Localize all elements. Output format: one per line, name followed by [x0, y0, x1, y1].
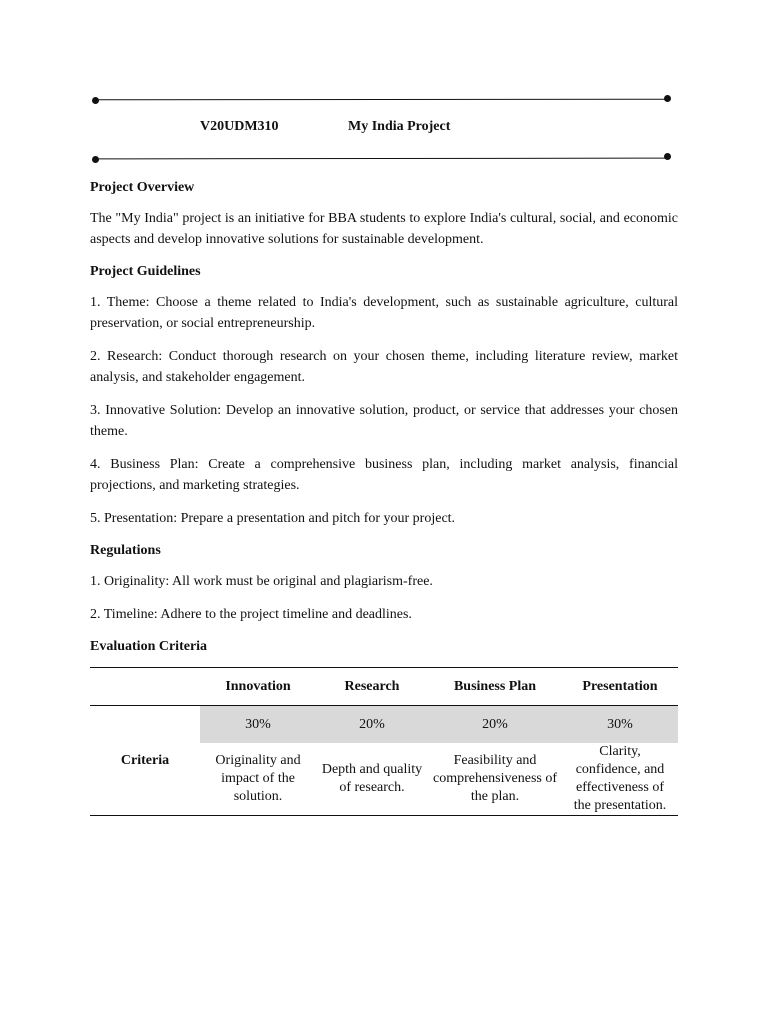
guideline-item: 5. Presentation: Prepare a presentation and pitch for your project. — [90, 511, 456, 526]
guidelines-heading: Project Guidelines — [90, 264, 201, 279]
regulation-item: 2. Timeline: Adhere to the project timeline and deadlines. — [90, 607, 412, 622]
rule-endpoint — [664, 153, 671, 160]
description-cell: Depth and quality of research. — [316, 743, 428, 816]
table-header-empty — [90, 668, 200, 706]
guideline-item: 1. Theme: Choose a theme related to India's development, such as sustainable agriculture, cultural preservation, or social entrepreneurship. — [90, 295, 678, 331]
regulations-heading: Regulations — [90, 543, 161, 558]
document-body — [90, 178, 678, 816]
guideline-item: 2. Research: Conduct thorough research on your chosen theme, including literature review, market analysis, and stakeholder engagement. — [90, 349, 678, 385]
rule-endpoint — [92, 156, 99, 163]
description-cell: Originality and impact of the solution. — [200, 743, 316, 816]
description-cell: Feasibility and comprehensiveness of the plan. — [428, 743, 562, 816]
guideline-item: 3. Innovative Solution: Develop an innovative solution, product, or service that addresses your chosen theme. — [90, 403, 678, 439]
evaluation-heading: Evaluation Criteria — [90, 639, 208, 654]
evaluation-table — [90, 667, 678, 816]
column-header: Innovation — [200, 668, 316, 706]
weight-cell: 30% — [200, 706, 316, 744]
course-code: V20UDM310 — [200, 119, 279, 134]
rule-endpoint — [664, 95, 671, 102]
weight-cell: 30% — [562, 706, 678, 744]
header-top-rule — [95, 99, 668, 101]
table-header-row — [90, 668, 678, 706]
rule-endpoint — [92, 97, 99, 104]
column-header: Presentation — [562, 668, 678, 706]
column-header: Research — [316, 668, 428, 706]
overview-heading: Project Overview — [90, 180, 195, 195]
guideline-item: 4. Business Plan: Create a comprehensive business plan, including market analysis, financial projections, and marketing strategies. — [90, 457, 678, 493]
column-header: Business Plan — [428, 668, 562, 706]
header-bottom-rule — [95, 158, 668, 160]
regulation-item: 1. Originality: All work must be original and plagiarism-free. — [90, 574, 433, 589]
criteria-row-label: Criteria — [90, 706, 200, 816]
description-cell: Clarity, confidence, and effectiveness of the presentation. — [562, 743, 678, 816]
weight-cell: 20% — [428, 706, 562, 744]
project-title: My India Project — [348, 119, 451, 134]
table-row — [90, 706, 678, 744]
overview-text: The "My India" project is an initiative for BBA students to explore India's cultural, social, and economic aspects and develop innovative solutions for sustainable development. — [90, 211, 678, 247]
weight-cell: 20% — [316, 706, 428, 744]
